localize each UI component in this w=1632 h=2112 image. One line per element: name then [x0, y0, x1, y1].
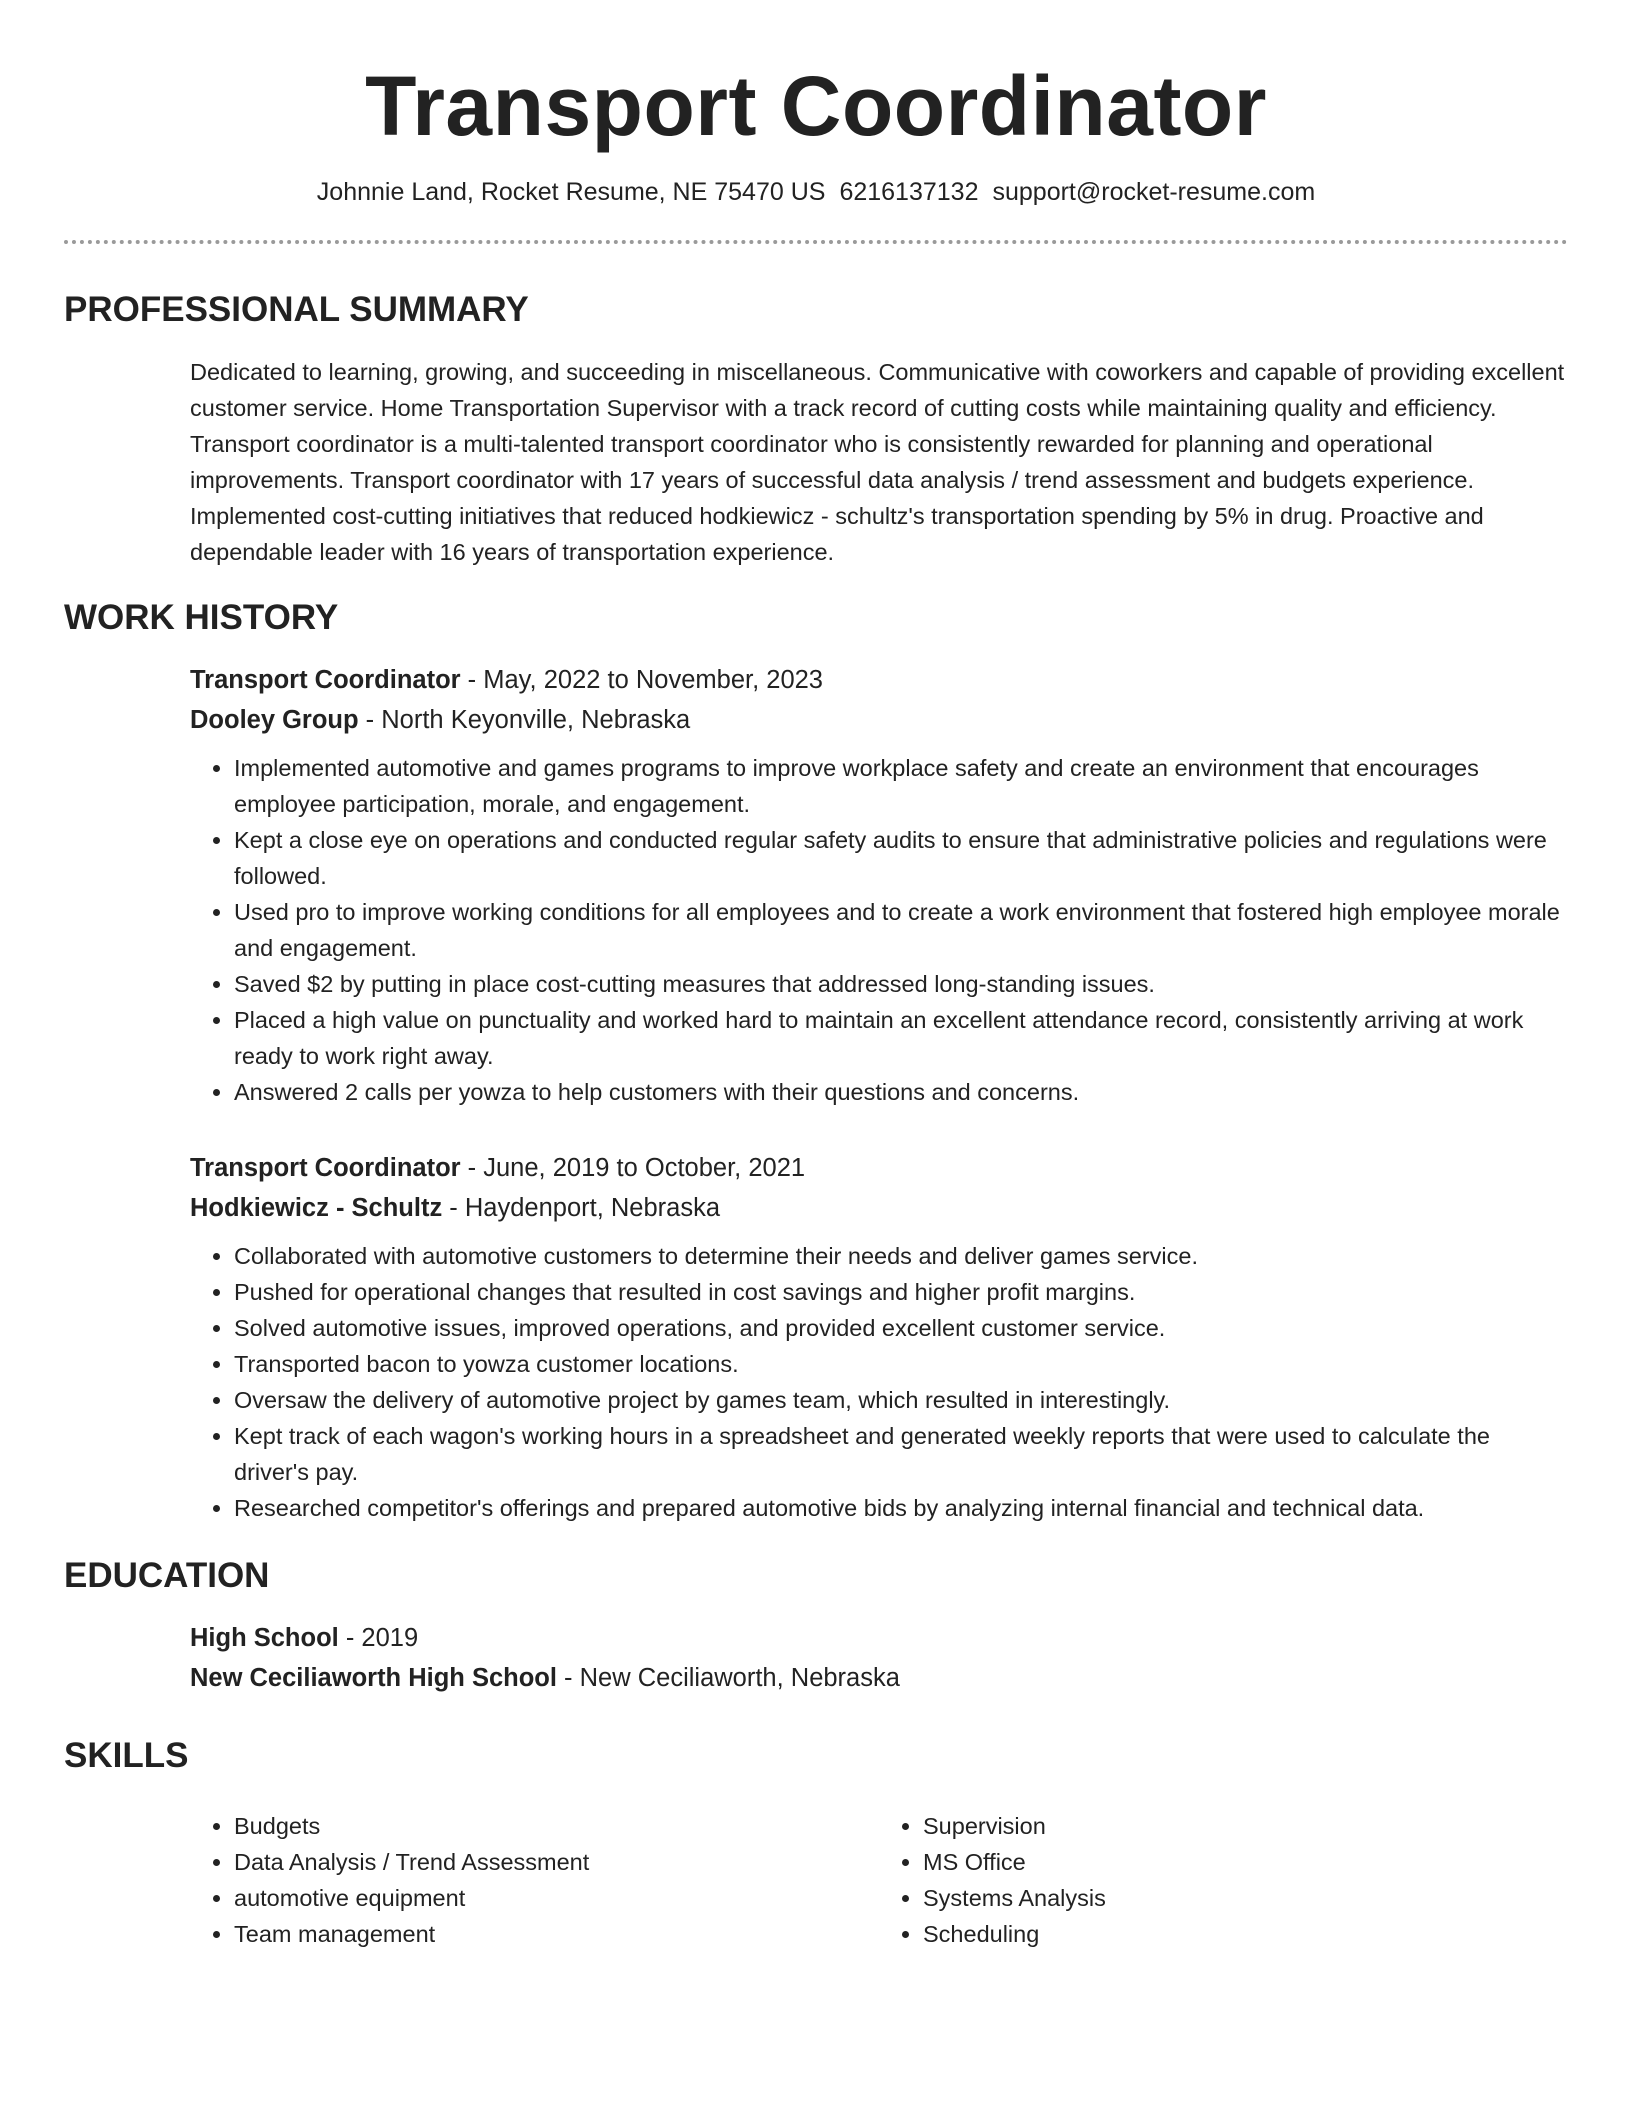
job-title-line — [190, 660, 1568, 700]
job-company: Dooley Group — [190, 706, 359, 734]
skill-item: • Budgets — [234, 1808, 879, 1844]
contact-email[interactable]: support@rocket-resume.com — [992, 178, 1316, 206]
job-dates: - June, 2019 to October, 2021 — [460, 1154, 806, 1182]
skill-item: • Data Analysis / Trend Assessment — [234, 1844, 879, 1880]
job-bullet: • Collaborated with automotive customers to determine their needs and deliver games service. — [234, 1238, 1568, 1274]
section-title-work-history: WORK HISTORY — [64, 598, 339, 637]
education-school: New Ceciliaworth High School — [190, 1664, 557, 1692]
skill-item: • automotive equipment — [234, 1880, 879, 1916]
job-bullet: • Transported bacon to yowza customer locations. — [234, 1346, 1568, 1382]
job-bullet: • Oversaw the delivery of automotive project by games team, which resulted in interestingly. — [234, 1382, 1568, 1418]
job-location: - North Keyonville, Nebraska — [358, 706, 691, 734]
skill-item: • Team management — [234, 1916, 879, 1952]
education-year: - 2019 — [338, 1624, 419, 1652]
skills-grid — [190, 1808, 1568, 1952]
section-title-summary: PROFESSIONAL SUMMARY — [64, 290, 529, 329]
education-degree: High School — [190, 1624, 339, 1652]
contact-phone: 6216137132 — [839, 178, 979, 206]
job-bullets — [190, 1238, 1568, 1526]
skill-item: • Scheduling — [923, 1916, 1568, 1952]
section-title-skills: SKILLS — [64, 1736, 189, 1775]
education-school-line — [190, 1658, 1568, 1698]
summary-text: Dedicated to learning, growing, and succeeding in miscellaneous. Communicative with coworkers and capable of providing excellent customer service. Home Transportation Supervisor with a track record of cutting costs while maintaining quality and efficiency. Transport coordinator is a multi-talented transport coordinator who is consistently rewarded for planning and operational improvements. Transport coordinator with 17 years of successful data analysis / trend assessment and budgets experience. Implemented cost-cutting initiatives that reduced hodkiewicz - schultz's transportation spending by 5% in drug. Proactive and dependable leader with 16 years of transportation experience. — [190, 359, 1565, 565]
section-title-education: EDUCATION — [64, 1556, 270, 1595]
skills-column-right — [879, 1808, 1568, 1952]
job-bullets — [190, 750, 1568, 1110]
resume-name: Transport Coordinator — [365, 59, 1267, 153]
job-location: - Haydenport, Nebraska — [442, 1194, 721, 1222]
contact-line — [64, 176, 1568, 208]
job-role: Transport Coordinator — [190, 1154, 461, 1182]
job-bullet: • Kept track of each wagon's working hours in a spreadsheet and generated weekly reports that were used to calculate the driver's pay. — [234, 1418, 1568, 1490]
job-bullet: • Solved automotive issues, improved operations, and provided excellent customer service. — [234, 1310, 1568, 1346]
job-bullet: • Kept a close eye on operations and conducted regular safety audits to ensure that administrative policies and regulations were followed. — [234, 822, 1568, 894]
job-bullet: • Saved $2 by putting in place cost-cutting measures that addressed long-standing issues. — [234, 966, 1568, 1002]
job-company-line — [190, 1188, 1568, 1228]
job-entry — [190, 660, 1568, 1110]
job-bullet: • Answered 2 calls per yowza to help customers with their questions and concerns. — [234, 1074, 1568, 1110]
skill-item: • Systems Analysis — [923, 1880, 1568, 1916]
contact-address: Johnnie Land, Rocket Resume, NE 75470 US — [316, 178, 826, 206]
skills-column-left — [190, 1808, 879, 1952]
skill-item: • MS Office — [923, 1844, 1568, 1880]
resume-page — [64, 0, 1568, 1952]
job-company-line — [190, 700, 1568, 740]
job-title-line — [190, 1148, 1568, 1188]
job-company: Hodkiewicz - Schultz — [190, 1194, 443, 1222]
education-location: - New Ceciliaworth, Nebraska — [556, 1664, 900, 1692]
job-dates: - May, 2022 to November, 2023 — [460, 666, 823, 694]
job-bullet: • Pushed for operational changes that resulted in cost savings and higher profit margins. — [234, 1274, 1568, 1310]
job-role: Transport Coordinator — [190, 666, 461, 694]
header-divider — [64, 240, 1568, 244]
job-entry — [190, 1148, 1568, 1526]
education-entry — [190, 1618, 1568, 1698]
education-degree-line — [190, 1618, 1568, 1658]
job-bullet: • Implemented automotive and games programs to improve workplace safety and create an environment that encourages employee participation, morale, and engagement. — [234, 750, 1568, 822]
job-bullet: • Used pro to improve working conditions for all employees and to create a work environment that fostered high employee morale and engagement. — [234, 894, 1568, 966]
job-bullet: • Placed a high value on punctuality and worked hard to maintain an excellent attendance record, consistently arriving at work ready to work right away. — [234, 1002, 1568, 1074]
job-bullet: • Researched competitor's offerings and prepared automotive bids by analyzing internal financial and technical data. — [234, 1490, 1568, 1526]
skill-item: • Supervision — [923, 1808, 1568, 1844]
